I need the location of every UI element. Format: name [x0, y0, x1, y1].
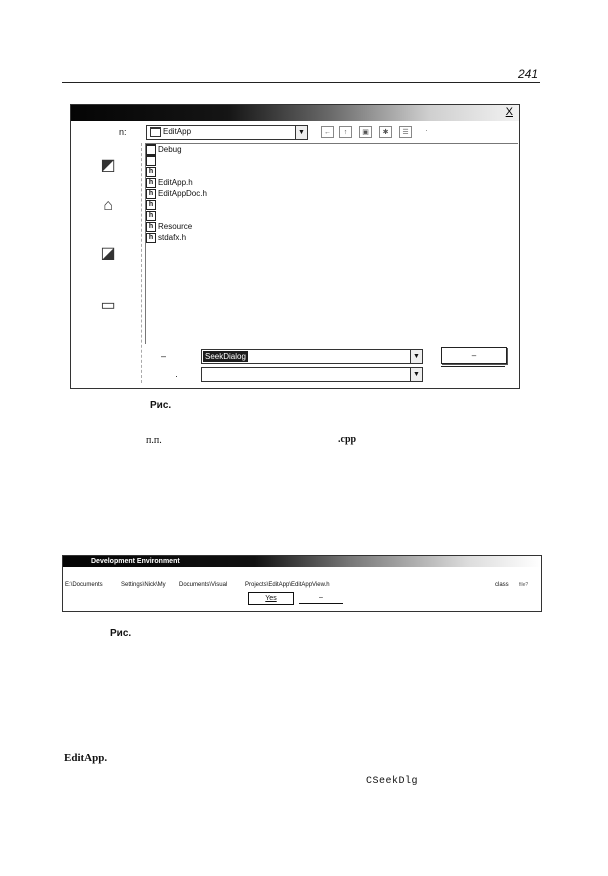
- header-file-icon: h: [146, 222, 156, 232]
- figure-caption-2: Рис.: [110, 628, 132, 639]
- message-text-part: Projects\EditApp\EditAppView.h: [245, 582, 330, 588]
- documents-place-icon[interactable]: ◪: [100, 245, 116, 262]
- file-name: EditApp.h: [158, 178, 193, 187]
- header-file-icon: h: [146, 211, 156, 221]
- editapp-text: EditApp.: [64, 752, 108, 764]
- desktop-place-icon[interactable]: ⌂: [103, 197, 113, 214]
- header-file-icon: h: [146, 233, 156, 243]
- file-name: Resource: [158, 222, 193, 231]
- computer-place-icon[interactable]: ▭: [100, 297, 116, 314]
- message-text-part: file?: [519, 582, 529, 588]
- back-icon[interactable]: ←: [321, 126, 334, 138]
- file-list-item[interactable]: [146, 221, 518, 232]
- lookin-label: n:: [119, 127, 127, 137]
- folder-icon: [150, 127, 161, 137]
- file-name: Debug: [158, 145, 182, 154]
- file-name: EditAppDoc.h: [158, 189, 207, 198]
- filename-combo[interactable]: [201, 349, 423, 364]
- open-button[interactable]: –: [441, 347, 507, 364]
- new-folder-icon[interactable]: ✱: [379, 126, 392, 138]
- message-text-part: Settings\Nick\My: [121, 582, 166, 588]
- filetype-label: ·: [175, 371, 178, 381]
- file-list-item[interactable]: [146, 188, 518, 199]
- message-title: Development Environment: [91, 558, 180, 565]
- code-class-name: CSeekDlg: [366, 776, 419, 787]
- filename-label: –: [161, 351, 167, 361]
- file-list-item[interactable]: [146, 210, 518, 221]
- chevron-down-icon[interactable]: ▼: [410, 368, 422, 381]
- more-icon: ·: [425, 127, 428, 135]
- lookin-value: EditApp: [163, 127, 192, 136]
- yes-button[interactable]: Yes: [248, 592, 294, 605]
- header-file-icon: h: [146, 178, 156, 188]
- folder-icon: [146, 155, 156, 166]
- view-menu-icon[interactable]: ☰: [399, 126, 412, 138]
- file-list-item[interactable]: [146, 155, 518, 166]
- open-file-dialog: [70, 104, 520, 389]
- places-bar: [73, 143, 142, 383]
- header-file-icon: h: [146, 189, 156, 199]
- file-list-item[interactable]: [146, 144, 518, 155]
- file-name: stdafx.h: [158, 233, 187, 242]
- message-text-part: E:\Documents: [65, 582, 103, 588]
- file-list-item[interactable]: [146, 177, 518, 188]
- file-list: [145, 143, 518, 344]
- chevron-down-icon[interactable]: ▼: [410, 350, 422, 363]
- header-file-icon: h: [146, 200, 156, 210]
- message-text-part: class: [495, 582, 509, 588]
- close-button[interactable]: X: [505, 106, 513, 118]
- up-folder-icon[interactable]: ↑: [339, 126, 352, 138]
- message-box: [62, 555, 542, 612]
- filename-value[interactable]: SeekDialog: [205, 352, 246, 361]
- filetype-combo[interactable]: [201, 367, 423, 382]
- file-list-item[interactable]: [146, 232, 518, 243]
- header-rule: [62, 82, 540, 83]
- file-list-item[interactable]: [146, 166, 518, 177]
- no-button[interactable]: –: [299, 592, 343, 604]
- paragraph-left-text: п.п.: [146, 435, 162, 446]
- cancel-button[interactable]: [441, 366, 505, 382]
- message-text-part: Documents\Visual: [179, 582, 228, 588]
- history-icon[interactable]: ◩: [100, 157, 116, 174]
- lookin-combo[interactable]: [146, 125, 308, 140]
- paragraph-cpp-text: .cpp: [338, 434, 357, 445]
- figure-caption-1: Рис.: [150, 400, 172, 411]
- dialog-titlebar: [71, 105, 519, 121]
- file-list-item[interactable]: [146, 199, 518, 210]
- chevron-down-icon[interactable]: ▼: [295, 126, 307, 139]
- folder-icon: [146, 144, 156, 155]
- page-number: 241: [517, 67, 538, 81]
- header-file-icon: h: [146, 167, 156, 177]
- desktop-icon[interactable]: ▣: [359, 126, 372, 138]
